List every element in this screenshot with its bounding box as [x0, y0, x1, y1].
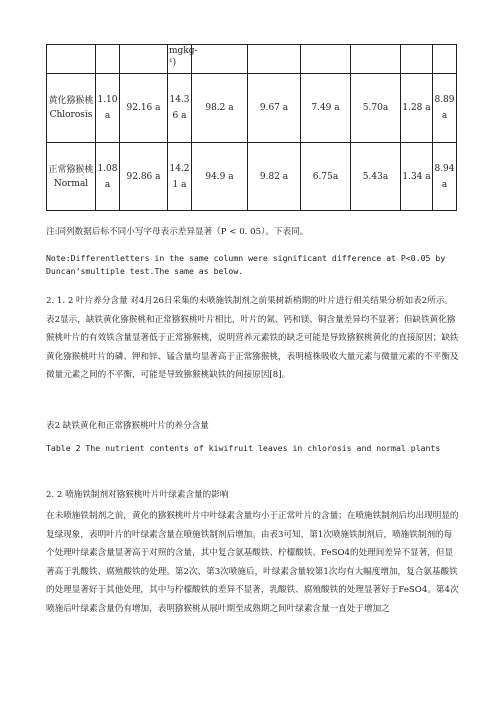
- treatment-name: [47, 143, 96, 211]
- table-cell: [248, 45, 301, 74]
- table-row-chlorosis: [47, 74, 457, 143]
- table-cell: [120, 45, 168, 74]
- table-note-en: Note:Differentletters in the same column were significant difference at P<0.05 by Duncan’smultiple test.The same as below.: [46, 253, 446, 276]
- section-2-1-2-text: 2. 1. 2 叶片养分含量 对4月26日采集的未喷施铁制剂之前果树新梢期的叶片进行相关结果分析如表2所示。表2显示，缺铁黄化猕猴桃和正常猕猴桃叶片相比，叶片的氮、钙和镁、铜含量差异均不显著；但缺铁黄化猕猴桃叶片的有效铁含量显著低于正常猕猴桃，说明营养元素铁的缺乏可能是导致猕猴桃黄化的直接原因；缺铁黄化猕猴桃叶片的磷、钾和锌、锰含量均显著高于正常猕猴桃，表明植株吸收大量元素与微量元素的不平衡及微量元素之间的不平衡，可能是导致猕猴桃缺铁的间接原因[8]。: [46, 296, 459, 381]
- table-cell: 1.08 a: [96, 143, 120, 211]
- table-cell: 98.2 a: [192, 74, 248, 143]
- table-cell: 9.67 a: [248, 74, 301, 143]
- table-cell: 92.86 a: [120, 143, 168, 211]
- treatment-name: [47, 74, 96, 143]
- table-note-cn: 注:同列数据后标不同小写字母表示差异显著（P < 0. 05）。下表同。: [46, 227, 309, 237]
- table-cell: 6.75a: [301, 143, 351, 211]
- nutrient-table-continued: [46, 44, 457, 211]
- table-cell: 94.9 a: [192, 143, 248, 211]
- table-cell: [351, 45, 401, 74]
- table-cell: [96, 45, 120, 74]
- table-cell: 92.16 a: [120, 74, 168, 143]
- table-cell: 8.89 a: [433, 74, 457, 143]
- table-2-title-en: Table 2 The nutrient contents of kiwifruit leaves in chlorosis and normal plants: [46, 443, 441, 453]
- table-cell: 1.28 a: [401, 74, 433, 143]
- table-cell: [192, 45, 248, 74]
- table-cell: [47, 45, 96, 74]
- table-cell: [401, 45, 433, 74]
- table-row-normal: [47, 143, 457, 211]
- table-unit-row: [47, 45, 457, 74]
- section-2-1-2-paragraph: [46, 292, 460, 385]
- table-cell: [301, 45, 351, 74]
- table-cell: 1.10 a: [96, 74, 120, 143]
- treatment-name-cn: 正常猕猴桃: [48, 164, 94, 175]
- table-cell: [433, 45, 457, 74]
- unit-label: mgkg-¹): [168, 45, 192, 74]
- treatment-name-en: Normal: [53, 178, 89, 189]
- section-2-2-paragraph: [46, 507, 460, 619]
- table-cell: 7.49 a: [301, 74, 351, 143]
- treatment-name-en: Chlorosis: [49, 110, 93, 120]
- table-cell: 1.34 a: [401, 143, 433, 211]
- table-cell: 8.94 a: [433, 143, 457, 211]
- table-cell: 14.36 a: [168, 74, 192, 143]
- table-cell: 5.70a: [351, 74, 401, 143]
- table-cell: 14.21 a: [168, 143, 192, 211]
- table-cell: 9.82 a: [248, 143, 301, 211]
- table-cell: 5.43a: [351, 143, 401, 211]
- section-2-2-text: 在未喷施铁制剂之前，黄化的猕猴桃叶片中叶绿素含量均小于正常叶片的含量；在喷施铁制剂后均出现明显的复绿现象，表明叶片的叶绿素含量在喷施铁制剂后增加。由表3可知，第1次喷施铁制剂后，喷施铁制剂的每个处理叶绿素含量显著高于对照的含量，其中复合氨基酸铁、柠檬酸铁、FeSO4的处理间差异不显著，但显著高于乳酸铁、腐殖酸铁的处理。第2次、第3次喷施后，叶绿素含量较第1次均有大幅度增加，复合氨基酸铁的处理显著好于其他处理，其中与柠檬酸铁的差异不显著，乳酸铁、腐殖酸铁的处理显著好于FeSO4。第4次喷施后叶绿素含量仍有增加，表明猕猴桃从展叶期至成熟期之间叶绿素含量一直处于增加之: [46, 511, 459, 614]
- table-2-title-cn: 表2 缺铁黄化和正常猕猴桃叶片的养分含量: [46, 421, 209, 431]
- section-2-2-heading: 2. 2 喷施铁制剂对猕猴桃叶片叶绿素含量的影响: [46, 490, 229, 500]
- treatment-name-cn: 黄化猕猴桃: [48, 96, 94, 106]
